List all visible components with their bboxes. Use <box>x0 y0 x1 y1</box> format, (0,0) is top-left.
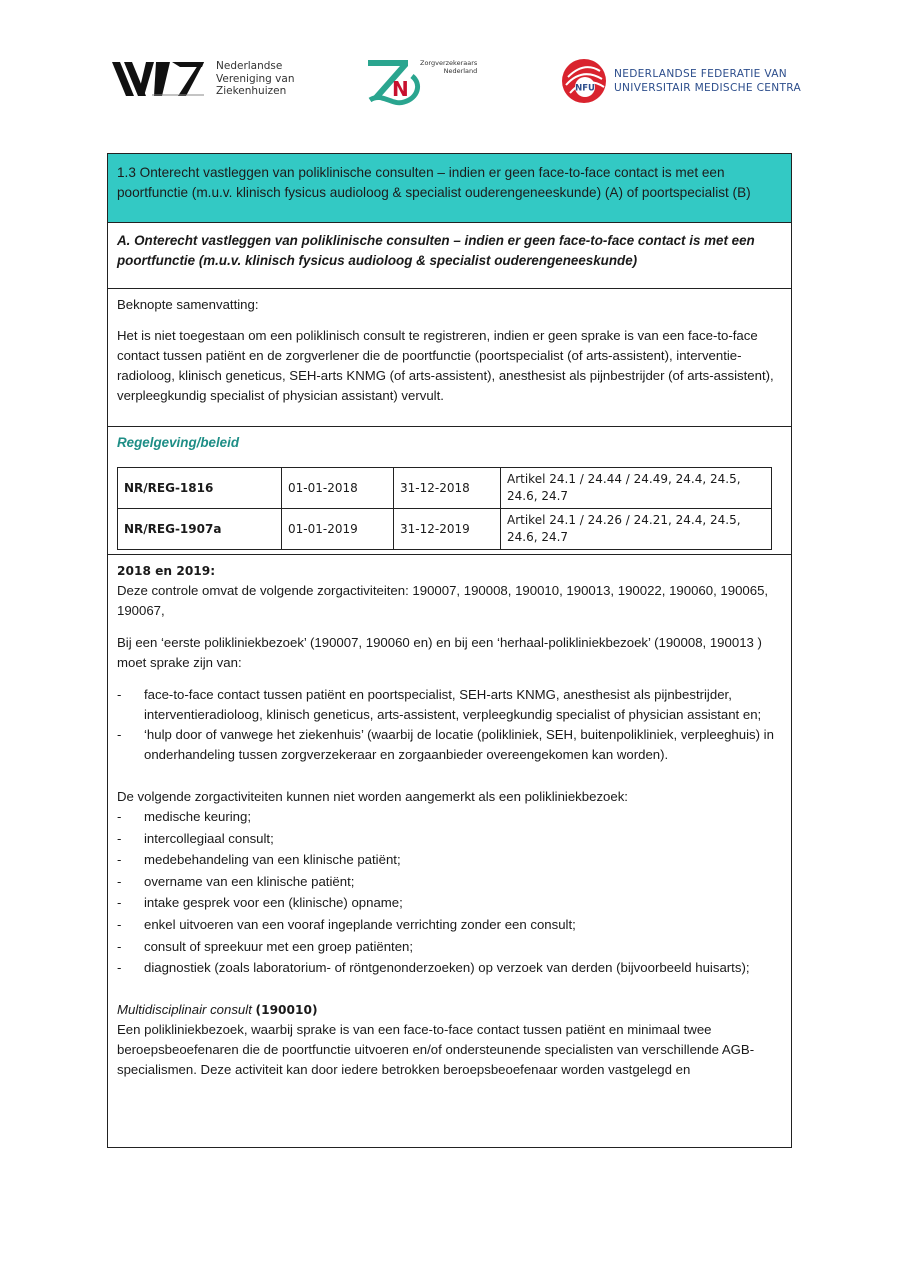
summary-section <box>108 289 791 427</box>
multidisciplinary-code: (190010) <box>255 1002 318 1017</box>
content-section <box>108 555 791 1147</box>
control-title: 1.3 Onterecht vastleggen van poliklinische consulten – indien er geen face-to-face contact is met een poortfunctie (m.u.v. klinisch fysicus audioloog & specialist ouderengeneeskunde) (A) of poortspecialist (B) <box>108 154 791 223</box>
table-row <box>118 468 772 509</box>
nvz-logo <box>112 60 295 98</box>
summary-text: Het is niet toegestaan om een poliklinisch consult te registreren, indien er geen sprake is van een face-to-face contact tussen patiënt en de zorgverlener die de poortfunctie (poortspecialist (of arts-assistent), interventie-radioloog, klinisch geneticus, SEH-arts KNMG (of arts-assistent), anesthesist als pijnbestrijder (of arts-assistent), verpleegkundig specialist of physician assistant) vervult. <box>117 328 774 403</box>
svg-text:N: N <box>392 77 409 101</box>
list-item: - face-to-face contact tussen patiënt en poortspecialist, SEH-arts KNMG, anesthesist als pijnbestrijder, interventieradioloog, klinisch geneticus, arts-assistent, verpleegkundig specialist of physician assistant en; <box>117 685 782 725</box>
regulation-table <box>117 467 772 550</box>
nfu-logo <box>560 57 801 105</box>
regulation-section <box>108 427 791 555</box>
summary-label: Beknopte samenvatting: <box>117 297 259 312</box>
list-item: - diagnostiek (zoals laboratorium- of röntgenonderzoeken) op verzoek van derden (bijvoorbeeld huisarts); <box>117 958 782 978</box>
zn-logo <box>362 56 478 108</box>
control-table <box>107 153 792 1148</box>
requirement-intro: Bij een ‘eerste polikliniekbezoek’ (190007, 190060 en) en bij een ‘herhaal-polikliniekbezoek’ (190008, 190013 ) moet sprake zijn van: <box>117 635 762 670</box>
multidisciplinary-heading <box>117 1000 782 1020</box>
list-item: - intake gesprek voor een (klinische) opname; <box>117 893 782 913</box>
nvz-name: Nederlandse Vereniging van Ziekenhuizen <box>216 60 295 97</box>
nfu-name: NEDERLANDSE FEDERATIE VAN UNIVERSITAIR MEDISCHE CENTRA <box>614 68 802 94</box>
list-item: - enkel uitvoeren van een vooraf ingeplande verrichting zonder een consult; <box>117 915 782 935</box>
regulation-code: NR/REG-1907a <box>118 509 282 550</box>
nvz-mark-icon <box>112 62 204 96</box>
multidisciplinary-text: Een polikliniekbezoek, waarbij sprake is van een face-to-face contact tussen patiënt en minimaal twee beroepsbeoefenaren die de poortfunctie uitvoeren en/of ondersteunende specialisten van verschillende AGB-specialismen. Deze activiteit kan door iedere betrokken beroepsbeoefenaar worden vastgelegd en <box>117 1021 755 1077</box>
exclusions-intro: De volgende zorgactiviteiten kunnen niet worden aangemerkt als een polikliniekbezoek: <box>117 789 628 804</box>
requirements-list <box>117 685 782 765</box>
regulation-code: NR/REG-1816 <box>118 468 282 509</box>
header-logos <box>0 52 900 112</box>
regulation-start-date: 01-01-2018 <box>282 468 394 509</box>
regulation-articles: Artikel 24.1 / 24.44 / 24.49, 24.4, 24.5, 24.6, 24.7 <box>501 468 772 509</box>
regulation-start-date: 01-01-2019 <box>282 509 394 550</box>
regulation-articles: Artikel 24.1 / 24.26 / 24.21, 24.4, 24.5, 24.6, 24.7 <box>501 509 772 550</box>
zn-name: Zorgverzekeraars Nederland <box>420 59 478 75</box>
regulation-heading: Regelgeving/beleid <box>117 435 240 450</box>
list-item: - medische keuring; <box>117 807 782 827</box>
regulation-end-date: 31-12-2018 <box>394 468 501 509</box>
multidisciplinary-title: Multidisciplinair consult <box>117 1001 252 1017</box>
list-item: - consult of spreekuur met een groep patiënten; <box>117 937 782 957</box>
list-item: - medebehandeling van een klinische patiënt; <box>117 850 782 870</box>
list-item: - ‘hulp door of vanwege het ziekenhuis’ (waarbij de locatie (polikliniek, SEH, buitenpolikliniek, verpleeghuis) in onderhandeling tussen zorgverzekeraar en zorgaanbieder overeengekomen kan worden). <box>117 725 782 765</box>
list-item: - overname van een klinische patiënt; <box>117 872 782 892</box>
table-row <box>118 509 772 550</box>
years-label: 2018 en 2019: <box>117 564 216 578</box>
control-subtitle: A. Onterecht vastleggen van poliklinische consulten – indien er geen face-to-face contact is met een poortfunctie (m.u.v. klinisch fysicus audioloog & specialist ouderengeneeskunde) <box>108 223 791 289</box>
nfu-mark-icon <box>560 57 608 105</box>
regulation-end-date: 31-12-2019 <box>394 509 501 550</box>
svg-text:NFU: NFU <box>575 83 595 94</box>
list-item: - intercollegiaal consult; <box>117 829 782 849</box>
scope-text: Deze controle omvat de volgende zorgactiviteiten: 190007, 190008, 190010, 190013, 190022, 190060, 190065, 190067, <box>117 583 769 618</box>
exclusions-list <box>117 807 782 978</box>
